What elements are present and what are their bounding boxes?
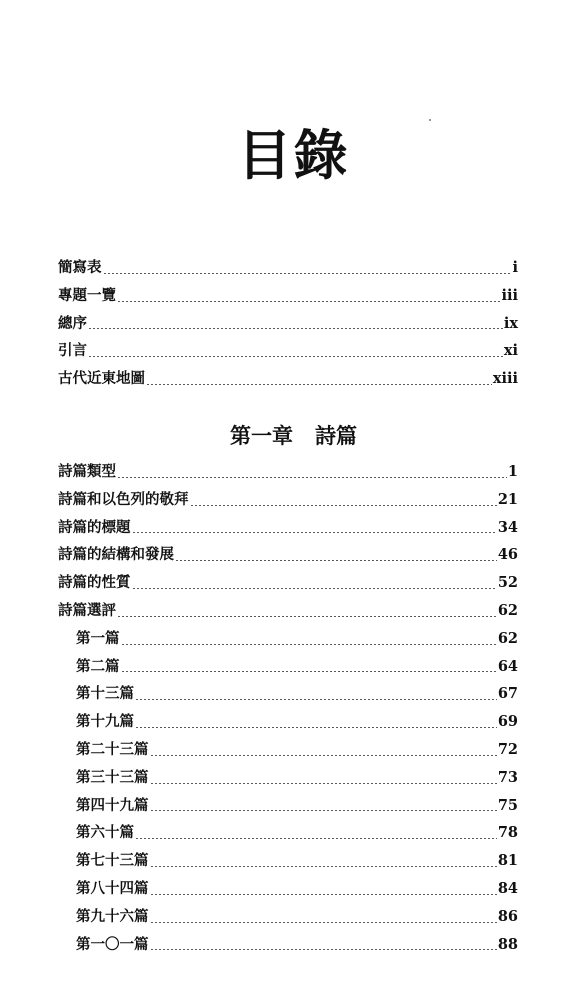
toc-entry-page: iii: [501, 286, 518, 304]
dot-leader: [132, 532, 497, 533]
toc-entry-page: 46: [497, 546, 518, 564]
toc-subentry[interactable]: [58, 736, 518, 764]
toc-entry-page: 34: [497, 518, 518, 536]
toc-entry-page: 81: [497, 852, 518, 870]
toc-entry-label: 詩篇的性質: [58, 574, 131, 592]
toc-subentry[interactable]: [58, 819, 518, 847]
toc-subentry[interactable]: [58, 625, 518, 653]
toc-entry-page: ix: [503, 314, 518, 332]
toc-entry-label: 第十九篇: [76, 713, 134, 731]
toc-entry[interactable]: [58, 514, 518, 542]
dot-leader: [88, 356, 503, 357]
toc-entry[interactable]: [58, 541, 518, 569]
toc-entry-label: 第四十九篇: [76, 796, 149, 814]
toc-entry[interactable]: [58, 337, 518, 365]
dot-leader: [121, 671, 497, 672]
toc-subentry[interactable]: [58, 764, 518, 792]
chapter-name: 詩篇: [315, 423, 357, 448]
toc-entry[interactable]: [58, 365, 518, 393]
chapter-number: 第一章: [230, 423, 293, 448]
toc-entry-page: i: [512, 259, 518, 276]
dot-leader: [150, 949, 497, 950]
toc-entry[interactable]: [58, 569, 518, 597]
chapter-entry-list: [58, 458, 518, 958]
toc-subentry[interactable]: [58, 931, 518, 959]
toc-subentry[interactable]: [58, 792, 518, 820]
toc-subentry[interactable]: [58, 680, 518, 708]
dot-leader: [150, 894, 497, 895]
toc-entry-label: 總序: [58, 314, 87, 332]
front-matter-list: [58, 254, 518, 393]
toc-entry-page: 73: [497, 768, 518, 786]
toc-entry-page: 62: [497, 601, 518, 619]
toc-subentry[interactable]: [58, 653, 518, 681]
dot-leader: [121, 644, 497, 645]
toc-entry-page: 52: [497, 574, 518, 592]
toc-entry-label: 第七十三篇: [76, 852, 149, 870]
toc-entry-label: 簡寫表: [58, 259, 102, 276]
toc-entry-label: 第十三篇: [76, 685, 134, 703]
toc-subentry[interactable]: [58, 847, 518, 875]
dot-leader: [150, 866, 497, 867]
toc-subentry[interactable]: [58, 875, 518, 903]
toc-entry-page: xiii: [492, 370, 518, 388]
toc-entry-page: 62: [497, 629, 518, 647]
dot-leader: [175, 560, 497, 561]
toc-entry-label: 詩篇的結構和發展: [58, 546, 174, 564]
dot-leader: [150, 810, 497, 811]
toc-entry[interactable]: [58, 282, 518, 310]
dot-leader: [117, 301, 500, 302]
toc-entry-label: 詩篇類型: [58, 463, 116, 480]
toc-entry-page: 1: [507, 463, 518, 480]
toc-entry-label: 引言: [58, 342, 87, 360]
dot-leader: [132, 588, 497, 589]
toc-entry-page: xi: [503, 342, 518, 360]
scan-speck: [429, 119, 431, 121]
toc-entry[interactable]: [58, 458, 518, 486]
toc-entry-page: 69: [497, 713, 518, 731]
toc-entry-label: 第三十三篇: [76, 768, 149, 786]
toc-entry-label: 第二十三篇: [76, 740, 149, 758]
toc-entry[interactable]: [58, 486, 518, 514]
dot-leader: [88, 328, 503, 329]
toc-entry-label: 第九十六篇: [76, 907, 149, 925]
toc-entry-page: 67: [497, 685, 518, 703]
toc-entry-label: 第二篇: [76, 657, 120, 675]
dot-leader: [117, 477, 507, 478]
toc-entry-label: 詩篇的標題: [58, 518, 131, 536]
toc-entry-label: 第一〇一篇: [76, 935, 149, 953]
toc-entry-label: 專題一覽: [58, 286, 116, 304]
dot-leader: [117, 616, 497, 617]
toc-entry-page: 88: [497, 935, 518, 953]
toc-subentry[interactable]: [58, 708, 518, 736]
toc-subentry[interactable]: [58, 903, 518, 931]
page-title: 目錄: [237, 123, 350, 187]
dot-leader: [150, 922, 497, 923]
toc-entry[interactable]: [58, 310, 518, 338]
dot-leader: [135, 727, 497, 728]
dot-leader: [146, 384, 492, 385]
toc-entry-page: 86: [497, 907, 518, 925]
toc-entry-label: 第六十篇: [76, 824, 134, 842]
toc-entry[interactable]: [58, 597, 518, 625]
chapter-heading: [0, 422, 587, 450]
toc-entry-label: 詩篇和以色列的敬拜: [58, 490, 189, 508]
toc-entry-page: 84: [497, 879, 518, 897]
toc-entry-label: 古代近東地圖: [58, 370, 145, 388]
toc-entry-label: 第一篇: [76, 629, 120, 647]
toc-entry-page: 21: [497, 490, 518, 508]
dot-leader: [103, 273, 512, 274]
toc-entry-label: 第八十四篇: [76, 879, 149, 897]
dot-leader: [150, 783, 497, 784]
toc-entry[interactable]: [58, 254, 518, 282]
toc-entry-page: 75: [497, 796, 518, 814]
toc-entry-page: 72: [497, 740, 518, 758]
dot-leader: [190, 505, 497, 506]
dot-leader: [150, 755, 497, 756]
dot-leader: [135, 838, 497, 839]
toc-entry-page: 78: [497, 824, 518, 842]
toc-entry-label: 詩篇選評: [58, 601, 116, 619]
toc-entry-page: 64: [497, 657, 518, 675]
dot-leader: [135, 699, 497, 700]
